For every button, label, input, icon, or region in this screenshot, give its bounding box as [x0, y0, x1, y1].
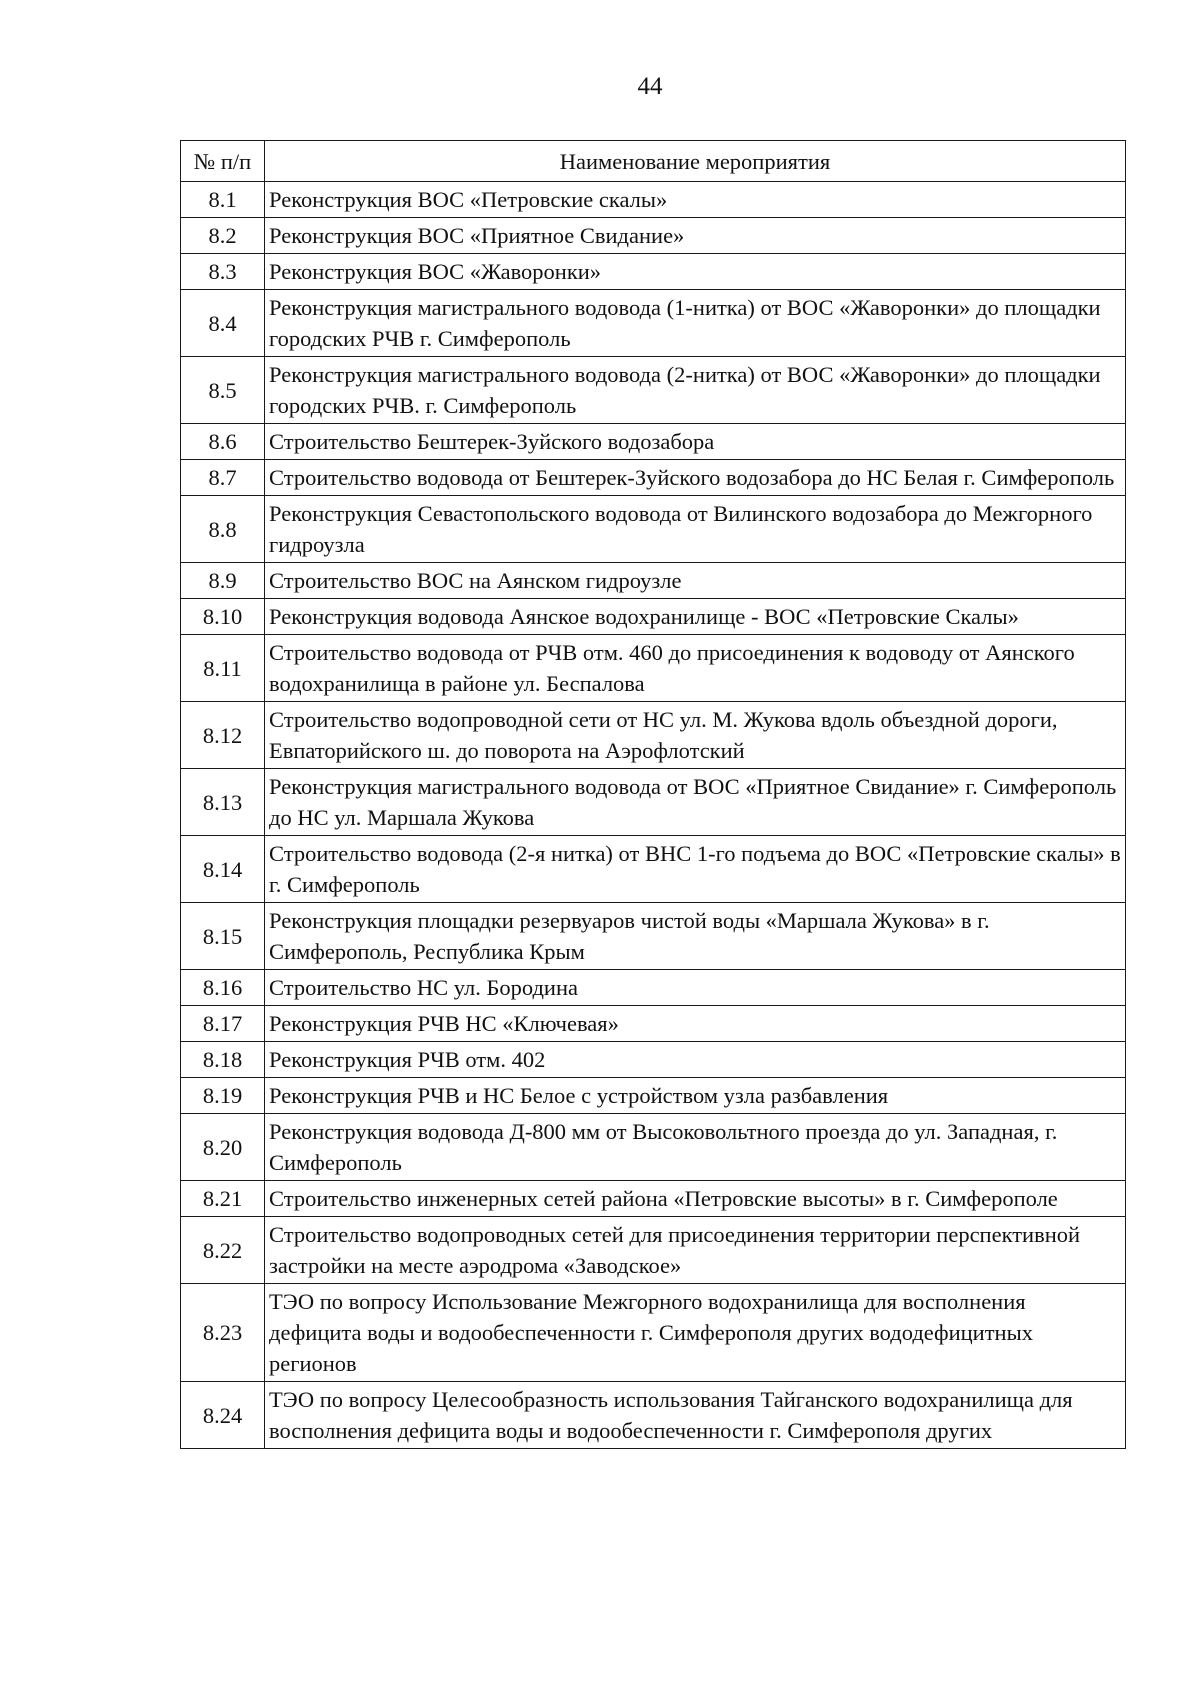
table-row — [181, 424, 1126, 460]
table-row — [181, 563, 1126, 599]
row-number: 8.15 — [181, 903, 265, 970]
row-number: 8.5 — [181, 357, 265, 424]
table-row — [181, 702, 1126, 769]
row-number: 8.22 — [181, 1217, 265, 1284]
measure-name: Реконструкция Севастопольского водовода от Вилинского водозабора до Межгорного гидроузла — [265, 496, 1126, 563]
measure-name: Реконструкция магистрального водовода (1-нитка) от ВОС «Жаворонки» до площадки городских РЧВ г. Симферополь — [265, 290, 1126, 357]
table-header-row — [181, 141, 1126, 182]
table-row — [181, 1181, 1126, 1217]
page-number: 44 — [637, 73, 663, 100]
row-number: 8.12 — [181, 702, 265, 769]
measure-name: Реконструкция РЧВ отм. 402 — [265, 1042, 1126, 1078]
row-number: 8.1 — [181, 182, 265, 218]
row-number: 8.8 — [181, 496, 265, 563]
row-number: 8.4 — [181, 290, 265, 357]
row-number: 8.13 — [181, 769, 265, 836]
row-number: 8.14 — [181, 836, 265, 903]
table-row — [181, 1006, 1126, 1042]
row-number: 8.17 — [181, 1006, 265, 1042]
measure-name: Строительство водопроводных сетей для присоединения территории перспективной застройки на месте аэродрома «Заводское» — [265, 1217, 1126, 1284]
table-row — [181, 1284, 1126, 1382]
measure-name: Реконструкция ВОС «Жаворонки» — [265, 254, 1126, 290]
row-number: 8.2 — [181, 218, 265, 254]
table-row — [181, 635, 1126, 702]
measure-name: Строительство инженерных сетей района «Петровские высоты» в г. Симферополе — [265, 1181, 1126, 1217]
measure-name: ТЭО по вопросу Использование Межгорного водохранилища для восполнения дефицита воды и водообеспеченности г. Симферополя других вододефицитных регионов — [265, 1284, 1126, 1382]
measure-name: Реконструкция ВОС «Петровские скалы» — [265, 182, 1126, 218]
row-number: 8.11 — [181, 635, 265, 702]
measures-table — [180, 140, 1126, 1449]
measure-name: Реконструкция РЧВ НС «Ключевая» — [265, 1006, 1126, 1042]
row-number: 8.6 — [181, 424, 265, 460]
table-row — [181, 970, 1126, 1006]
measure-name: Реконструкция водовода Д-800 мм от Высоковольтного проезда до ул. Западная, г. Симферополь — [265, 1114, 1126, 1181]
row-number: 8.16 — [181, 970, 265, 1006]
table-row — [181, 1078, 1126, 1114]
table-row — [181, 182, 1126, 218]
measure-name: ТЭО по вопросу Целесообразность использования Тайганского водохранилища для восполнения дефицита воды и водообеспеченности г. Симферополя других — [265, 1382, 1126, 1449]
table-row — [181, 460, 1126, 496]
table-row — [181, 1114, 1126, 1181]
measure-name: Строительство водовода от Бештерек-Зуйского водозабора до НС Белая г. Симферополь — [265, 460, 1126, 496]
measure-name: Строительство Бештерек-Зуйского водозабора — [265, 424, 1126, 460]
table-row — [181, 836, 1126, 903]
table-row — [181, 357, 1126, 424]
table-row — [181, 599, 1126, 635]
row-number: 8.3 — [181, 254, 265, 290]
table-row — [181, 218, 1126, 254]
row-number: 8.20 — [181, 1114, 265, 1181]
row-number: 8.19 — [181, 1078, 265, 1114]
row-number: 8.18 — [181, 1042, 265, 1078]
measure-name: Реконструкция водовода Аянское водохранилище - ВОС «Петровские Скалы» — [265, 599, 1126, 635]
measure-name: Строительство водовода (2-я нитка) от ВНС 1-го подъема до ВОС «Петровские скалы» в г. Симферополь — [265, 836, 1126, 903]
measure-name: Реконструкция ВОС «Приятное Свидание» — [265, 218, 1126, 254]
measure-name: Реконструкция магистрального водовода (2-нитка) от ВОС «Жаворонки» до площадки городских РЧВ. г. Симферополь — [265, 357, 1126, 424]
table-row — [181, 903, 1126, 970]
column-header-number: № п/п — [181, 141, 265, 182]
table-row — [181, 1382, 1126, 1449]
table-row — [181, 769, 1126, 836]
table-row — [181, 496, 1126, 563]
table-row — [181, 1042, 1126, 1078]
row-number: 8.9 — [181, 563, 265, 599]
measure-name: Строительство водопроводной сети от НС ул. М. Жукова вдоль объездной дороги, Евпаторийского ш. до поворота на Аэрофлотский — [265, 702, 1126, 769]
measure-name: Реконструкция РЧВ и НС Белое с устройством узла разбавления — [265, 1078, 1126, 1114]
measure-name: Реконструкция площадки резервуаров чистой воды «Маршала Жукова» в г. Симферополь, Республика Крым — [265, 903, 1126, 970]
row-number: 8.24 — [181, 1382, 265, 1449]
measure-name: Строительство водовода от РЧВ отм. 460 до присоединения к водоводу от Аянского водохранилища в районе ул. Беспалова — [265, 635, 1126, 702]
measure-name: Строительство НС ул. Бородина — [265, 970, 1126, 1006]
table-row — [181, 254, 1126, 290]
measure-name: Строительство ВОС на Аянском гидроузле — [265, 563, 1126, 599]
table-row — [181, 290, 1126, 357]
row-number: 8.7 — [181, 460, 265, 496]
column-header-name: Наименование мероприятия — [265, 141, 1126, 182]
row-number: 8.23 — [181, 1284, 265, 1382]
measure-name: Реконструкция магистрального водовода от ВОС «Приятное Свидание» г. Симферополь до НС ул. Маршала Жукова — [265, 769, 1126, 836]
table-row — [181, 1217, 1126, 1284]
row-number: 8.21 — [181, 1181, 265, 1217]
row-number: 8.10 — [181, 599, 265, 635]
